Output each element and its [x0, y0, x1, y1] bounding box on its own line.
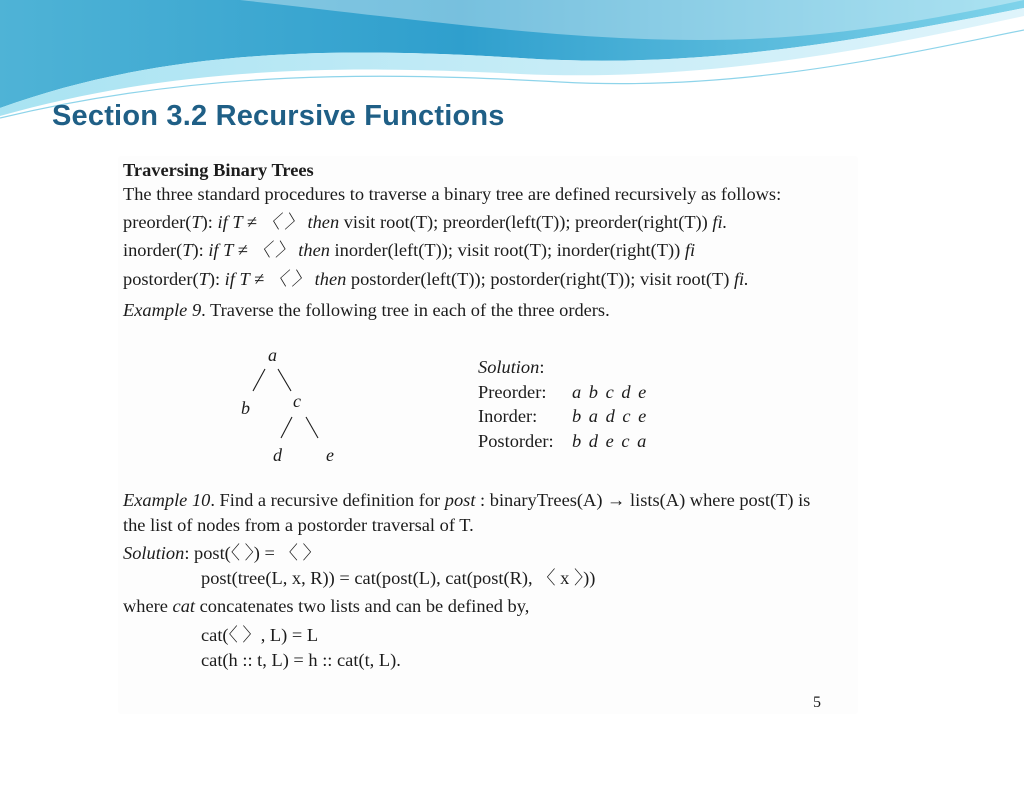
example10-text1: . Find a recursive definition for [210, 490, 445, 510]
order-name: Inorder: [478, 406, 538, 426]
where-pre: where [123, 596, 173, 616]
postorder-body: postorder(left(T)); postorder(right(T)); visit root(T) [346, 269, 734, 289]
order-name: Preorder: [478, 381, 547, 402]
where-post: concatenates two lists and can be defined by, [195, 596, 530, 616]
preorder-definition [123, 212, 727, 232]
example9-line [123, 300, 610, 320]
inorder-body: inorder(left(T)); visit root(T); inorder(right(T)) [329, 240, 685, 260]
tree-edge-c-d [281, 417, 292, 438]
inorder-name: inorder( [123, 240, 183, 260]
inorder-definition [123, 240, 695, 260]
example10-post: post [444, 490, 476, 510]
postorder-fi: fi. [733, 269, 749, 289]
solution-heading [478, 355, 646, 380]
section-heading: Traversing Binary Trees [123, 160, 314, 180]
example10-solution-label: Solution [123, 543, 185, 563]
solution-colon: : [539, 357, 545, 377]
example10-label: Example 10 [123, 490, 211, 510]
tree-edge-c-e [306, 417, 318, 438]
document-image [119, 157, 857, 713]
inorder-arg: T [182, 240, 193, 260]
solution-row-preorder [478, 380, 646, 405]
preorder-arg: T [191, 212, 202, 232]
tree-node-c: c [293, 391, 301, 411]
example10-solution-eq1 [123, 543, 321, 563]
example9-solution [478, 355, 646, 453]
where-cat: cat [172, 596, 195, 616]
postorder-arg: T [198, 269, 209, 289]
page-number: 5 [813, 694, 821, 711]
example10-solution-eq2: post(tree(L, x, R)) = cat(post(L), cat(post(R), 〈 x 〉)) [201, 568, 596, 588]
tree-node-a: a [268, 345, 277, 365]
solution-label: Solution [478, 357, 540, 377]
preorder-condition: if T ≠ 〈 〉 then [217, 212, 340, 232]
example9-label: Example 9 [123, 300, 202, 320]
postorder-condition: if T ≠ 〈 〉 then [224, 269, 347, 289]
postorder-name: postorder( [123, 269, 199, 289]
solution-row-inorder [478, 404, 646, 429]
order-sequence: b a d c e [572, 406, 647, 426]
slide-title: Section 3.2 Recursive Functions [52, 100, 505, 132]
cat-definition-1: cat(〈 〉, L) = L [201, 625, 319, 645]
tree-node-e: e [326, 445, 334, 465]
inorder-fi: fi [684, 240, 696, 260]
where-cat-line [123, 596, 529, 616]
order-sequence: b d e c a [572, 430, 647, 451]
tree-edge-a-c [278, 369, 291, 391]
example9-text: . Traverse the following tree in each of the three orders. [201, 300, 610, 320]
example10-eq1: : post(〈 〉) = 〈 〉 [184, 543, 321, 563]
example10-line1 [123, 490, 810, 510]
preorder-name: preorder( [123, 212, 192, 232]
order-sequence: a b c d e [572, 381, 647, 402]
tree-node-d: d [273, 445, 282, 465]
binary-tree-diagram [229, 341, 349, 467]
order-name: Postorder: [478, 430, 554, 451]
intro-text: The three standard procedures to traverse a binary tree are defined recursively as follows: [123, 184, 782, 204]
tree-node-b: b [241, 398, 250, 418]
inorder-condition: if T ≠ 〈 〉 then [208, 240, 330, 260]
example10-text2: : binaryTrees(A) → lists(A) where post(T) is [475, 490, 811, 510]
solution-row-postorder [478, 429, 646, 454]
cat-definition-2: cat(h :: t, L) = h :: cat(t, L). [201, 650, 401, 670]
postorder-definition [123, 269, 749, 289]
preorder-body: visit root(T); preorder(left(T)); preorder(right(T)) [339, 212, 713, 232]
preorder-fi: fi. [712, 212, 728, 232]
postorder-colon: ): [208, 269, 225, 289]
preorder-colon: ): [201, 212, 218, 232]
inorder-colon: ): [192, 240, 209, 260]
example10-line2: the list of nodes from a postorder traversal of T. [123, 515, 474, 535]
tree-edge-a-b [253, 369, 265, 391]
